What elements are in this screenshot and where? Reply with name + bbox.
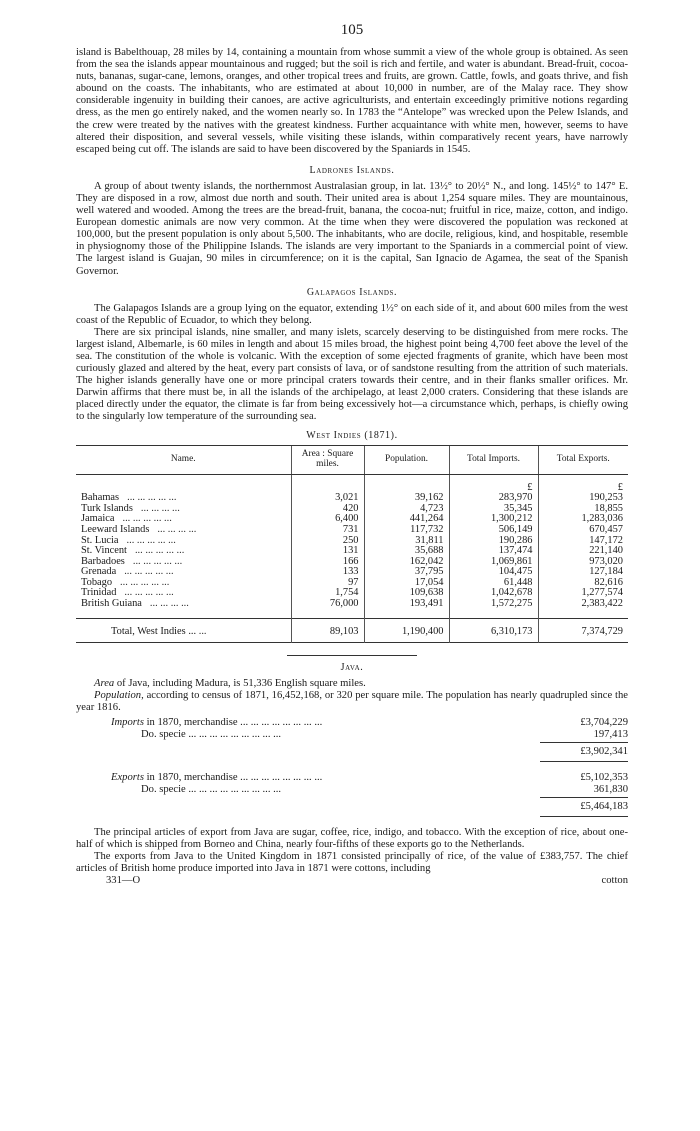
row-imports: 1,069,861 (449, 557, 538, 568)
row-exports: 190,253 (538, 493, 628, 504)
row-imports: 104,475 (449, 567, 538, 578)
row-dots: ... ... ... ... ... (124, 566, 174, 578)
total-imports: 6,310,173 (449, 618, 538, 643)
imports-total-amount: £3,902,341 (540, 742, 628, 762)
exports-total-line (111, 797, 628, 817)
row-imports: 283,970 (449, 493, 538, 504)
java-exports-block (76, 772, 628, 817)
row-population: 35,688 (364, 546, 449, 557)
header-exports: Total Exports. (538, 445, 628, 474)
table-header-row (76, 445, 628, 474)
row-imports: 1,300,212 (449, 514, 538, 525)
ladrones-heading: Ladrones Islands. (309, 164, 395, 176)
row-exports: 127,184 (538, 567, 628, 578)
row-population: 4,723 (364, 504, 449, 515)
row-population: 162,042 (364, 557, 449, 568)
row-imports: 1,042,678 (449, 588, 538, 599)
row-area: 97 (291, 578, 364, 589)
row-name: British Guiana (81, 598, 142, 610)
document-page (76, 22, 628, 887)
row-exports: 2,383,422 (538, 599, 628, 618)
row-dots: ... ... ... ... (149, 598, 189, 610)
row-name: Grenada (81, 566, 117, 578)
exports-specie-amount: 361,830 (593, 784, 628, 796)
row-area: 1,754 (291, 588, 364, 599)
row-dots: ... ... ... ... (140, 502, 180, 514)
total-area: 89,103 (291, 618, 364, 643)
java-population-label: Population, (94, 690, 144, 702)
imports-specie-amount: 197,413 (593, 729, 628, 741)
row-dots: ... ... ... ... ... (124, 587, 174, 599)
pelew-paragraph: island is Babelthouap, 28 miles by 14, containing a mountain from whose summit a view of the whole group is obtained. As seen from the sea the islands appear mountainous and rugged; but the soil is rich and fertile, and water is abundant. Bread-fruit, cocoa-nuts, bananas, sugar-cane, lemons, oranges, and other tropical trees and fruits, are grown. Cattle, fowls, and goats thrive, and fish abound on the coasts. The inhabitants, who are estimated at about 10,000 in number, are of the Malay race. They show considerable ingenuity in building their canoes, are active agriculturists, and entertain exceedingly primitive notions regarding dress, as the men go entirely naked, and the women nearly so. In 1783 the “Antelope” was wrecked upon the Pelew Islands, and the crew were treated by the natives with the greatest kindness. Further acquaintance with white men, however, seems to have altered their disposition, and several vessels, while visiting these islands, within comparatively recent years, have narrowly escaped being cut off. The islands are said to have been discovered by the Spaniards in 1545. (76, 47, 628, 155)
row-population: 193,491 (364, 599, 449, 618)
row-dots: ... ... ... ... ... (126, 534, 176, 546)
exports-total-amount: £5,464,183 (540, 797, 628, 817)
imports-specie-line: Do. specie ... ... ... ... ... ... ... ... ... 197,413 (141, 729, 628, 741)
row-exports: 1,283,036 (538, 514, 628, 525)
row-dots: ... ... ... ... ... (120, 576, 170, 588)
galapagos-heading: Galapagos Islands. (306, 286, 398, 298)
java-paragraph-1: The principal articles of export from Java are sugar, coffee, rice, indigo, and tobacco. With the exception of rice, about one-half of which is shipped from Borneo and China, nearly four-fifths of these exports go to the Netherlands. (76, 826, 628, 850)
row-area: 420 (291, 504, 364, 515)
row-imports: 1,572,275 (449, 599, 538, 618)
java-population: Population, according to census of 1871, 16,452,168, or 320 per square mile. The population has nearly quadrupled since the year 1816. (76, 690, 628, 714)
row-exports: 82,616 (538, 578, 628, 589)
exports-specie-line: Do. specie ... ... ... ... ... ... ... ... ... 361,830 (141, 784, 628, 796)
page-number: 105 (340, 22, 364, 38)
row-area: 166 (291, 557, 364, 568)
row-imports: 35,345 (449, 504, 538, 515)
table-row (76, 525, 628, 536)
row-exports: 147,172 (538, 536, 628, 547)
imports-merchandise-line: Imports in 1870, merchandise ... ... ... ... ... ... ... ... £3,704,229 (111, 716, 628, 728)
row-area: 250 (291, 536, 364, 547)
row-population: 31,811 (364, 536, 449, 547)
row-name: St. Lucia (81, 534, 119, 546)
header-area: Area : Square miles. (291, 445, 364, 474)
java-heading: Java. (340, 662, 364, 674)
row-name: Leeward Islands (81, 523, 150, 535)
row-imports: 506,149 (449, 525, 538, 536)
java-area-label: Area (94, 678, 115, 690)
total-population: 1,190,400 (364, 618, 449, 643)
row-population: 17,054 (364, 578, 449, 589)
row-name: St. Vincent (81, 545, 127, 557)
row-imports: 61,448 (449, 578, 538, 589)
header-name: Name. (76, 445, 291, 474)
row-name: Tobago (81, 576, 113, 588)
total-label: Total, West Indies ... (111, 625, 197, 637)
signature-mark: 331—O (106, 874, 141, 886)
java-imports-block (76, 717, 628, 762)
imports-total-line (111, 742, 628, 762)
row-name: Trinidad (81, 587, 117, 599)
table-row (76, 599, 628, 618)
exports-merchandise-amount: £5,102,353 (580, 771, 628, 783)
row-exports: 221,140 (538, 546, 628, 557)
row-name: Barbadoes (81, 555, 125, 567)
row-imports: 190,286 (449, 536, 538, 547)
row-area: 131 (291, 546, 364, 557)
row-exports: 973,020 (538, 557, 628, 568)
row-dots: ... ... ... ... (157, 523, 197, 535)
row-population: 37,795 (364, 567, 449, 578)
row-population: 109,638 (364, 588, 449, 599)
row-population: 441,264 (364, 514, 449, 525)
row-dots: ... ... ... ... ... (134, 545, 185, 557)
row-exports: 18,855 (538, 504, 628, 515)
west-indies-table (76, 445, 628, 644)
currency-exports: £ (538, 474, 628, 493)
header-population: Population. (364, 445, 449, 474)
row-name: Bahamas (81, 492, 120, 504)
exports-merchandise-line: Exports in 1870, merchandise ... ... ... ... ... ... ... ... £5,102,353 (111, 771, 628, 783)
header-imports: Total Imports. (449, 445, 538, 474)
row-name: Turk Islands (81, 502, 133, 514)
total-exports: 7,374,729 (538, 618, 628, 643)
row-dots: ... ... ... ... ... (127, 492, 177, 504)
row-population: 117,732 (364, 525, 449, 536)
total-dots: ... (198, 625, 207, 637)
row-dots: ... ... ... ... ... (132, 555, 183, 567)
total-row (76, 618, 628, 643)
row-population: 39,162 (364, 493, 449, 504)
row-area: 133 (291, 567, 364, 578)
row-area: 731 (291, 525, 364, 536)
west-indies-heading: West Indies (1871). (306, 429, 398, 441)
page-footer (76, 875, 628, 887)
row-name: Jamaica (81, 513, 115, 525)
java-area: Area of Java, including Madura, is 51,336 English square miles. (94, 678, 366, 690)
row-area: 3,021 (291, 493, 364, 504)
row-exports: 670,457 (538, 525, 628, 536)
galapagos-paragraph-2: There are six principal islands, nine smaller, and many islets, scarcely deserving to be distinguished from mere rocks. The largest island, Albemarle, is 60 miles in length and about 15 miles broad, the highest point being 4,700 feet above the level of the sea. The constitution of the whole is volcanic. With the exception of some ejected fragments of granite, which have been most curiously glazed and altered by the heat, every part consists of lava, or of sandstone resulting from the attrition of such materials. The higher islands generally have one or more principal craters towards their centre, and in their flanks smaller orifices. Mr. Darwin affirms that there must be, in all the islands of the archipelago, at least 2,000 craters. Considering that these islands are placed directly under the equator, the climate is far from being excessively hot—a circumstance which, perhaps, is chiefly owing to the singularly low temperature of the surrounding sea. (76, 326, 628, 423)
catchword: cotton (601, 874, 628, 886)
row-imports: 137,474 (449, 546, 538, 557)
currency-row (76, 474, 628, 493)
section-divider (287, 655, 417, 656)
java-paragraph-2: The exports from Java to the United Kingdom in 1871 consisted principally of rice, of the value of £383,757. The chief articles of British home produce imported into Java in 1871 were cottons, including (76, 850, 628, 874)
currency-imports: £ (449, 474, 538, 493)
row-area: 6,400 (291, 514, 364, 525)
row-exports: 1,277,574 (538, 588, 628, 599)
row-dots: ... ... ... ... ... (122, 513, 172, 525)
ladrones-paragraph: A group of about twenty islands, the northernmost Australasian group, in lat. 13½° to 20½° N., and long. 145½° to 147° E. They are disposed in a row, almost due north and south. Their united area is about 1,254 square miles. They are mountainous, well watered and wooded. Among the trees are the bread-fruit, banana, the cocoa-nut; fruitful in rice, maize, cotton, and indigo. European domestic animals are now very common. At the time when they were discovered the population was reckoned at 100,000, but the present population is only about 5,500. The inhabitants, who are docile, religious, kind, and hospitable, resemble in physiognomy those of the Philippine Islands. The islands are very important to the Spaniards in a commercial point of view. The largest island is Guajan, 90 miles in circumference; on it is the capital, San Ignacio de Agamea, the seat of the Spanish Governor. (76, 180, 628, 277)
galapagos-paragraph-1: The Galapagos Islands are a group lying on the equator, extending 1½° on each side of it, and about 600 miles from the west coast of the Republic of Ecuador, to which they belong. (76, 302, 628, 326)
imports-merchandise-amount: £3,704,229 (580, 716, 628, 728)
row-area: 76,000 (291, 599, 364, 618)
